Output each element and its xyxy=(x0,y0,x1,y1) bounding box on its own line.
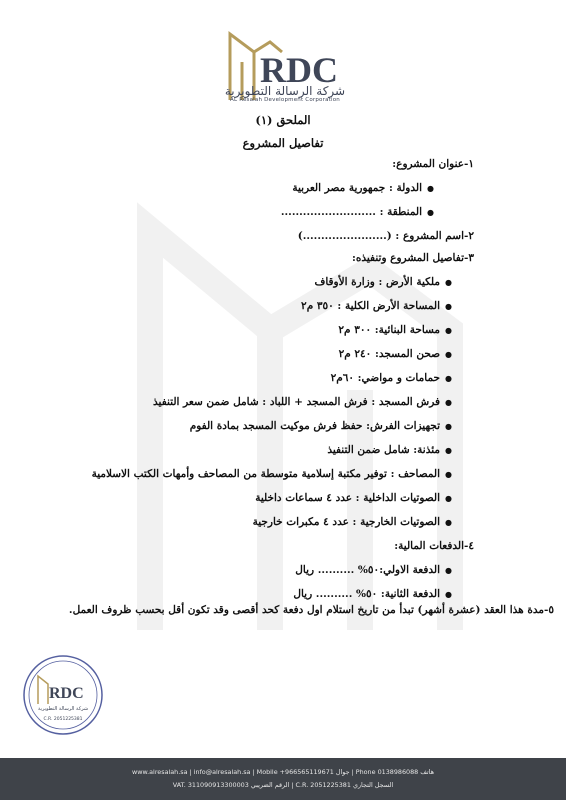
payment-1-item: ● الدفعة الاولي:٥٠% .......... ريال xyxy=(295,564,452,576)
company-name-arabic: شركة الرسالة التطويرية xyxy=(224,84,346,98)
footer-bar xyxy=(0,758,566,800)
external-audio-item: ● الصوتيات الخارجية : عدد ٤ مكبرات خارجية xyxy=(253,516,452,528)
footer-registration-line: VAT. 311090913300003 الرقم الضريبي | C.R. 2051225381 السجل التجاري xyxy=(172,781,394,789)
bathrooms-item: ● حمامات و مواضي: ٦٠م٢ xyxy=(331,372,452,384)
stamp-monogram: RDC xyxy=(49,685,84,702)
project-details-title: تفاصيل المشروع xyxy=(242,136,324,150)
payment-2-item: ● الدفعة الثانية: ٥٠% .......... ريال xyxy=(293,588,452,600)
section-5-contract-duration: ٥-مدة هذا العقد (عشرة أشهر) تبدأ من تاريخ استلام اول دفعة كحد أقصى وقد تكون أقل بحسب ظروف العمل. xyxy=(68,604,554,616)
stamp-company-name: شركة الرسالة التطويرية xyxy=(37,706,89,712)
section-2-project-name: ٢-اسم المشروع : (.......................) xyxy=(297,230,474,242)
internal-audio-item: ● الصوتيات الداخلية : عدد ٤ سماعات داخلية xyxy=(255,492,452,504)
carpet-equipment-item: ● تجهيزات الفرش: حفظ فرش موكيت المسجد بمادة الفوم xyxy=(190,420,452,432)
land-ownership-item: ● ملكية الأرض : وزارة الأوقاف xyxy=(314,276,452,288)
total-land-area-item: ● المساحة الأرض الكلية : ٣٥٠ م٢ xyxy=(301,300,452,312)
region-item: ● المنطقة : .......................... xyxy=(281,206,434,218)
building-area-item: ● مساحة البنائية: ٣٠٠ م٢ xyxy=(338,324,452,336)
mosque-courtyard-item: ● صحن المسجد: ٢٤٠ م٢ xyxy=(339,348,452,360)
footer-contact-line: www.alresalah.sa | info@alresalah.sa | Mobile +966565119671 جوال | Phone 0138986088 هاتف xyxy=(132,768,434,776)
mosque-carpet-item: ● فرش المسجد : فرش المسجد + اللباد : شامل ضمن سعر التنفيذ xyxy=(153,396,452,408)
qurans-item: ● المصاحف : توفير مكتبة إسلامية متوسطة من المصاحف وأمهات الكتب الاسلامية xyxy=(92,468,452,480)
company-stamp xyxy=(22,654,104,736)
logo-monogram: RDC xyxy=(260,50,338,90)
minaret-item: ● مئذنة: شامل ضمن التنفيذ xyxy=(327,444,452,456)
country-item: ● الدولة : جمهورية مصر العربية xyxy=(292,182,434,194)
annex-title: الملحق (١) xyxy=(255,113,311,127)
stamp-cr-number: C.R. 2051225381 xyxy=(43,717,83,722)
section-1-title: ١-عنوان المشروع: xyxy=(392,158,474,170)
company-name-english: AL Resalah Development Corporation xyxy=(230,97,340,103)
section-3-title: ٣-تفاصيل المشروع وتنفيذه: xyxy=(352,252,474,264)
section-4-title: ٤-الدفعات المالية: xyxy=(394,540,474,552)
